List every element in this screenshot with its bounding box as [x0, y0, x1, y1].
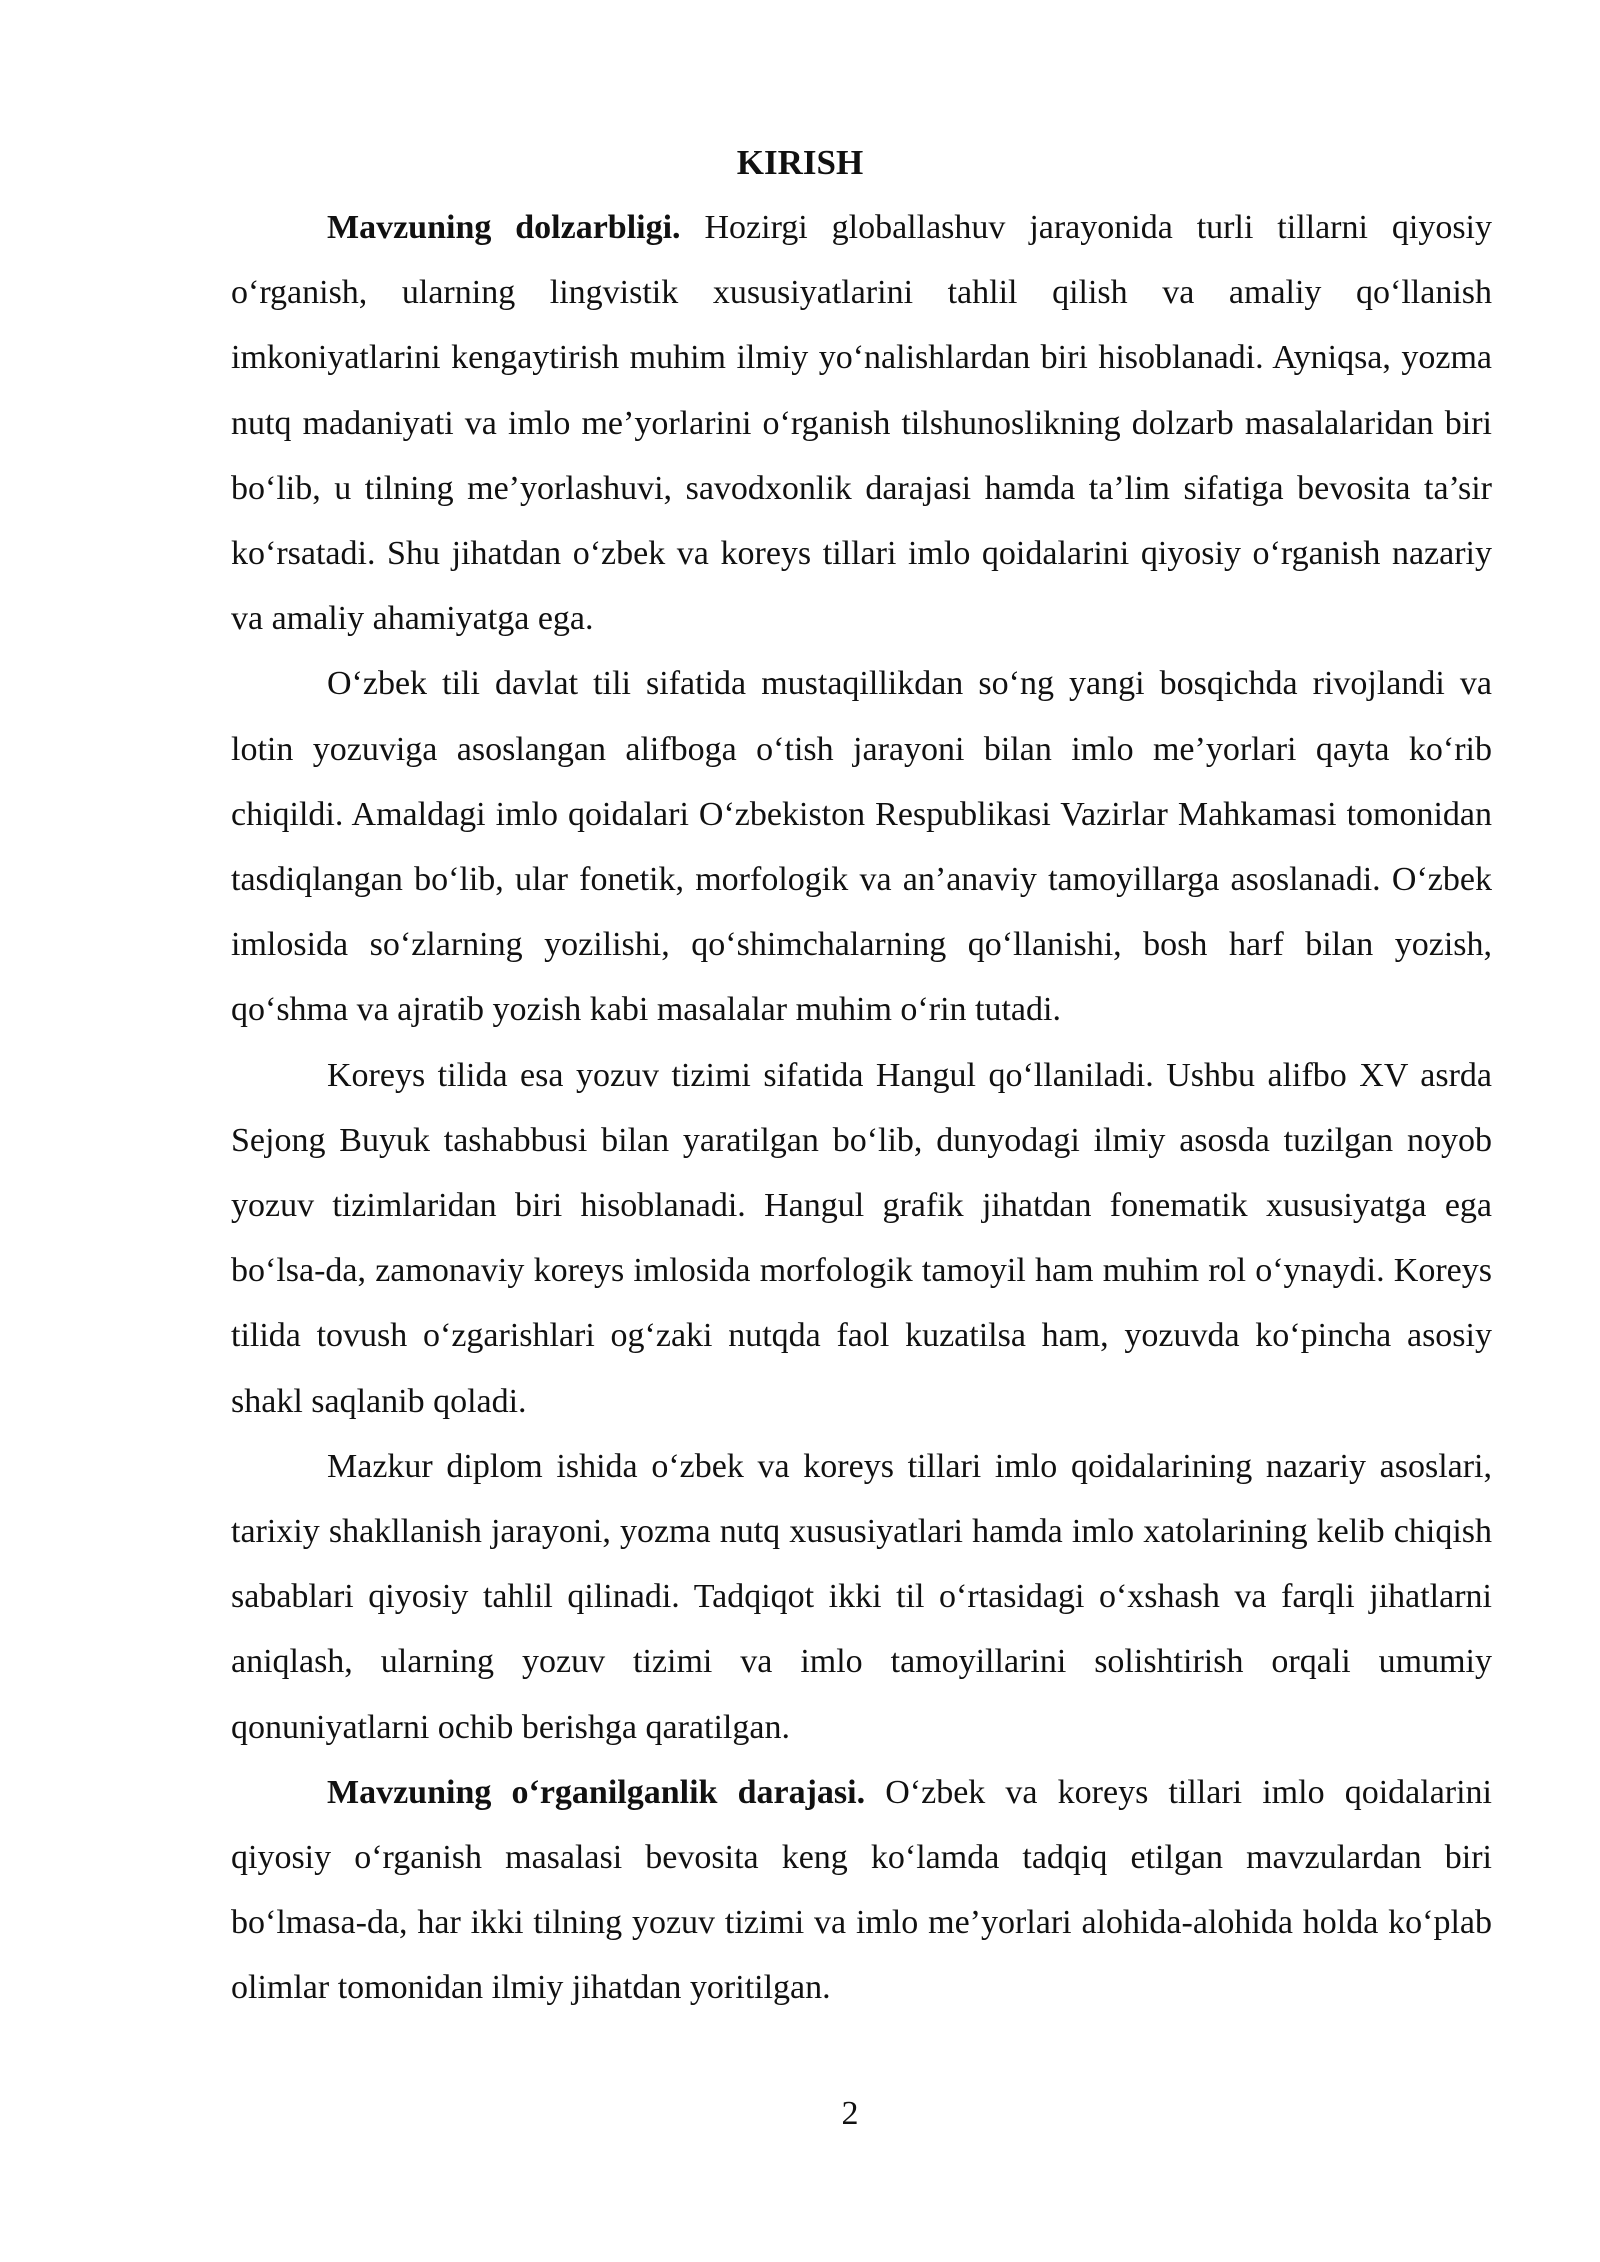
- paragraph-lead: Mavzuning o‘rganilganlik darajasi.: [327, 1773, 866, 1811]
- page-title: KIRISH: [736, 143, 864, 182]
- paragraph-thesis-scope: [231, 1434, 1492, 1760]
- paragraph-text: O‘zbek tili davlat tili sifatida mustaqillikdan so‘ng yangi bosqichda rivojlandi va lotin yozuviga asoslangan alifboga o‘tish jarayoni bilan imlo me’yorlari qayta ko‘rib chiqildi. Amaldagi imlo qoidalari O‘zbekiston Respublikasi Vazirlar Mahkamasi tomonidan tasdiqlangan bo‘lib, ular fonetik, morfologik va an’anaviy tamoyillarga asoslanadi. O‘zbek imlosida so‘zlarning yozilishi, qo‘shimchalarning qo‘llanishi, bosh harf bilan yozish, qo‘shma va ajratib yozish kabi masalalar muhim o‘rin tutadi.: [231, 665, 1492, 1029]
- paragraph-study-level: [231, 1760, 1492, 2021]
- paragraph-lead: Mavzuning dolzarbligi.: [327, 209, 681, 246]
- paragraph-relevance: [231, 195, 1492, 651]
- paragraph-text: Mazkur diplom ishida o‘zbek va koreys tillari imlo qoidalarining nazariy asoslari, tarixiy shakllanish jarayoni, yozma nutq xususiyatlari hamda imlo xatolarining kelib chiqish sabablari qiyosiy tahlil qilinadi. Tadqiqot ikki til o‘rtasidagi o‘xshash va farqli jihatlarni aniqlash, ularning yozuv tizimi va imlo tamoyillarini solishtirish orqali umumiy qonuniyatlarni ochib berishga qaratilgan.: [231, 1447, 1492, 1746]
- paragraph-text: O‘zbek va koreys tillari imlo qoidalarini qiyosiy o‘rganish masalasi bevosita keng ko‘lamda tadqiq etilgan mavzulardan biri bo‘lmasa-da, har ikki tilning yozuv tizimi va imlo me’yorlari alohida-alohida holda ko‘plab olimlar tomonidan ilmiy jihatdan yoritilgan.: [231, 1773, 1492, 2007]
- page-number: 2: [841, 2095, 859, 2132]
- paragraph-text: Hozirgi globallashuv jarayonida turli tillarni qiyosiy o‘rganish, ularning lingvistik xususiyatlarini tahlil qilish va amaliy qo‘llanish imkoniyatlarini kengaytirish muhim ilmiy yo‘nalishlardan biri hisoblanadi. Ayniqsa, yozma nutq madaniyati va imlo me’yorlarini o‘rganish tilshunoslikning dolzarb masalalaridan biri bo‘lib, u tilning me’yorlashuvi, savodxonlik darajasi hamda ta’lim sifatiga bevosita ta’sir ko‘rsatadi. Shu jihatdan o‘zbek va koreys tillari imlo qoidalarini qiyosiy o‘rganish nazariy va amaliy ahamiyatga ega.: [231, 209, 1492, 638]
- paragraph-uzbek-orthography: [231, 651, 1492, 1042]
- paragraph-korean-orthography: [231, 1043, 1492, 1434]
- paragraph-text: Koreys tilida esa yozuv tizimi sifatida Hangul qo‘llaniladi. Ushbu alifbo XV asrda Sejong Buyuk tashabbusi bilan yaratilgan bo‘lib, dunyodagi ilmiy asosda tuzilgan noyob yozuv tizimlaridan biri hisoblanadi. Hangul grafik jihatdan fonematik xususiyatga ega bo‘lsa-da, zamonaviy koreys imlosida morfologik tamoyil ham muhim rol o‘ynaydi. Koreys tilida tovush o‘zgarishlari og‘zaki nutqda faol kuzatilsa ham, yozuvda ko‘pincha asosiy shakl saqlanib qoladi.: [231, 1056, 1492, 1420]
- body-text: [231, 195, 1492, 2021]
